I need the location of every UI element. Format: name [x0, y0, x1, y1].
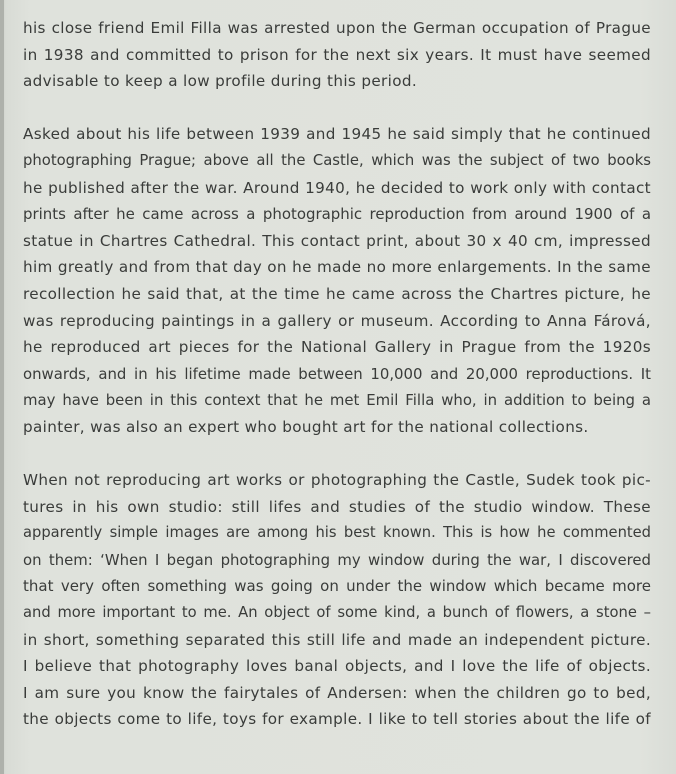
text-line: on them: ‘When I began photographing my window during the war, I discovered	[23, 550, 651, 569]
text-line: painter, was also an expert who bought art for the national collections.	[23, 417, 589, 436]
body-text	[23, 15, 651, 733]
text-line: tures in his own studio: still lifes and studies of the studio window. These	[23, 497, 651, 516]
text-line: recollection he said that, at the time he came across the Chartres picture, he	[23, 284, 651, 303]
text-line: the objects come to life, toys for example. I like to tell stories about the life of	[23, 710, 651, 729]
text-line: advisable to keep a low profile during this period.	[23, 72, 418, 91]
paragraph-2	[23, 121, 651, 440]
text-line: When not reproducing art works or photographing the Castle, Sudek took pic-	[23, 471, 651, 490]
text-line: in 1938 and committed to prison for the next six years. It must have seemed	[23, 45, 651, 64]
text-line: prints after he came across a photographic reproduction from around 1900 of a	[23, 205, 651, 224]
text-line: onwards, and in his lifetime made between 10,000 and 20,000 reproductions. It	[23, 364, 651, 383]
paragraph-gap	[23, 441, 651, 468]
text-line: may have been in this context that he met Emil Filla who, in addition to being a	[23, 391, 651, 410]
paragraph-3	[23, 467, 651, 733]
text-line: he published after the war. Around 1940, he decided to work only with contact	[23, 178, 651, 197]
text-line: him greatly and from that day on he made no more enlargements. In the same	[23, 258, 651, 277]
text-line: photographing Prague; above all the Castle, which was the subject of two books	[23, 151, 651, 169]
text-line: I believe that photography loves banal objects, and I love the life of objects.	[23, 657, 651, 676]
text-line: Asked about his life between 1939 and 1945 he said simply that he continued	[23, 125, 651, 144]
page-spine-shadow	[0, 0, 4, 774]
paragraph-1	[23, 15, 651, 95]
text-line: I am sure you know the fairytales of Andersen: when the children go to bed,	[23, 683, 651, 702]
paragraph-gap	[23, 95, 651, 122]
text-line: he reproduced art pieces for the National Gallery in Prague from the 1920s	[23, 338, 651, 357]
text-line: that very often something was going on under the window which became more	[23, 577, 651, 596]
text-line: in short, something separated this still life and made an independent picture.	[23, 630, 651, 649]
text-line: his close friend Emil Filla was arrested upon the German occupation of Prague	[23, 19, 651, 37]
text-line: and more important to me. An object of some kind, a bunch of flowers, a stone –	[23, 604, 651, 622]
text-line: was reproducing paintings in a gallery or museum. According to Anna Fárová,	[23, 311, 651, 330]
text-line: statue in Chartres Cathedral. This contact print, about 30 x 40 cm, impressed	[23, 231, 651, 250]
text-line: apparently simple images are among his best known. This is how he commented	[23, 524, 651, 542]
